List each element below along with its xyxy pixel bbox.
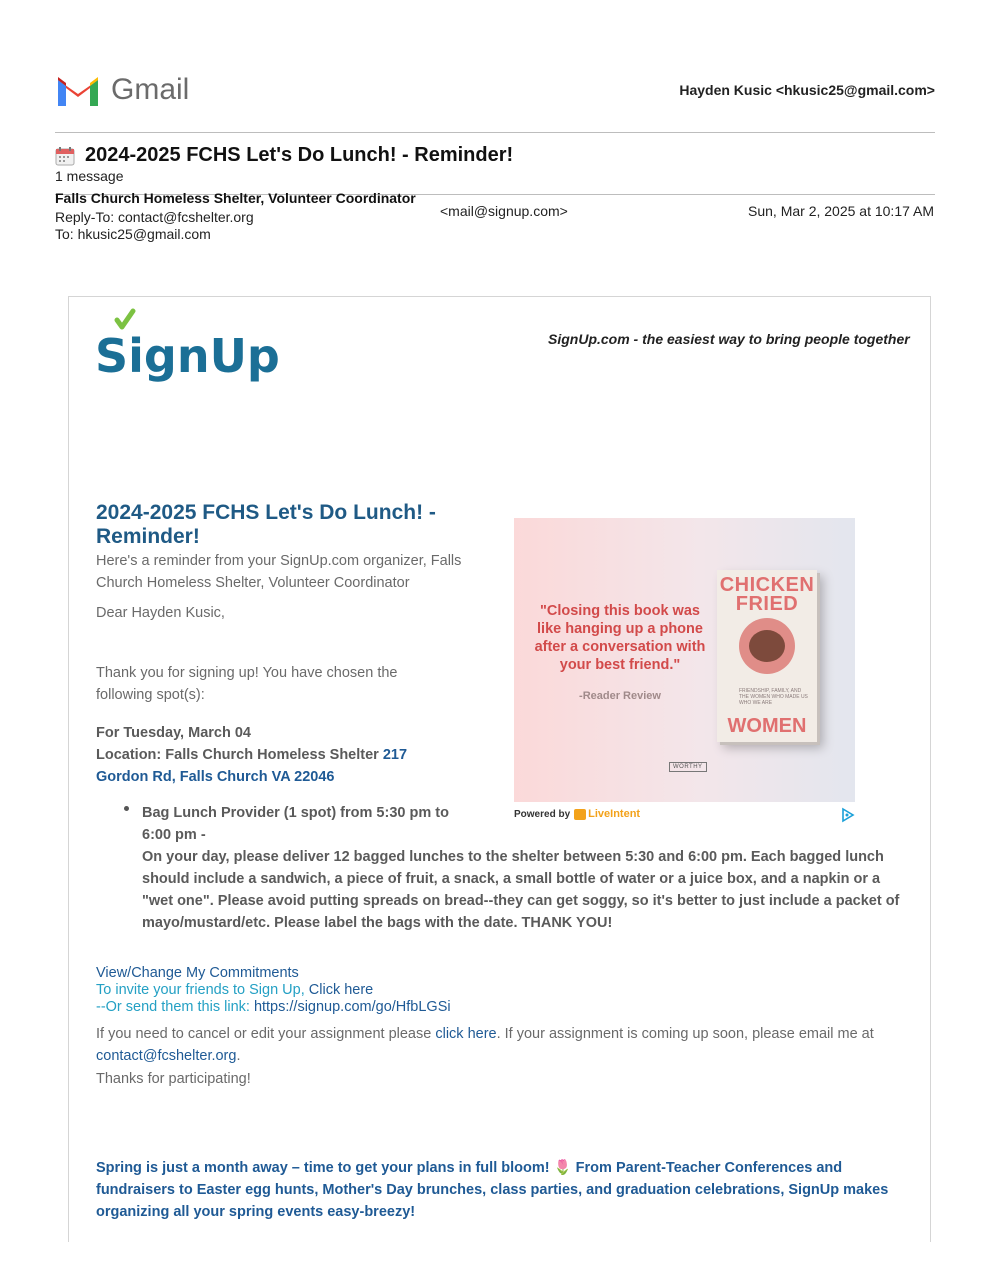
signup-logo-text: SignUp xyxy=(95,329,280,383)
gmail-wordmark: Gmail xyxy=(111,73,190,106)
book-subtitle: FRIENDSHIP, FAMILY, AND THE WOMEN WHO MADE US WHO WE ARE xyxy=(739,688,808,706)
view-commitments-link[interactable]: View/Change My Commitments xyxy=(96,965,299,981)
email-title: 2024-2025 FCHS Let's Do Lunch! - Reminder! xyxy=(96,501,436,548)
invite-link[interactable]: Click here xyxy=(308,982,374,998)
book-title-bottom: WOMEN xyxy=(727,715,807,737)
invite-text: To invite your friends to Sign Up, xyxy=(96,982,309,998)
spot-details: On your day, please deliver 12 bagged lunches to the shelter between 5:30 and 6:00 pm. Each bagged lunch should include a sandwich, a piece of fruit, a snack, a small bottle of water or a juice box, and a napkin or a "wet one". Please avoid putting spreads on bread--they can get soggy, so it's better to just include a packet of mayo/mustard/etc. Please label the bags with the date. THANK YOU! xyxy=(142,849,900,931)
publisher-mark: WORTHY xyxy=(669,762,707,772)
spring-promo-link[interactable]: Spring is just a month away – time to get your plans in full bloom! 🌷 From Parent-Teacher Conferences and fundraisers to Easter egg hunts, Mother's Day brunches, class parties, and graduation celebrations, SignUp makes organizing all your spring events easy-breezy! xyxy=(96,1160,889,1220)
reply-to: Reply-To: contact@fcshelter.org xyxy=(55,209,254,225)
organizer-intro: Here's a reminder from your SignUp.com organizer, Falls Church Homeless Shelter, Volunteer Coordinator xyxy=(96,553,462,591)
liveintent-name: LiveIntent xyxy=(588,808,641,820)
invite-line xyxy=(96,982,373,998)
greeting: Dear Hayden Kusic, xyxy=(96,605,225,621)
message-date: Sun, Mar 2, 2025 at 10:17 AM xyxy=(748,203,935,219)
cancel-link[interactable]: click here xyxy=(435,1026,497,1042)
closing-text: Thanks for participating! xyxy=(96,1071,251,1087)
powered-by-label: Powered by xyxy=(514,808,571,820)
book-title-top: CHICKEN FRIED xyxy=(719,574,815,615)
spot-day: For Tuesday, March 04 xyxy=(96,725,251,741)
spot-location xyxy=(96,744,456,788)
ad-review: -Reader Review xyxy=(579,690,661,702)
liveintent-icon xyxy=(574,809,586,820)
cancel-paragraph xyxy=(96,1023,906,1067)
gmail-logo xyxy=(55,70,200,110)
cancel-text-2: . If your assignment is coming up soon, please email me at xyxy=(496,1026,874,1042)
location-label: Location: Falls Church Homeless Shelter xyxy=(96,747,383,763)
advertisement[interactable] xyxy=(514,518,855,802)
signup-logo[interactable] xyxy=(95,310,280,383)
spot-info xyxy=(96,722,456,788)
adchoices-icon[interactable] xyxy=(841,808,855,822)
account-user: Hayden Kusic <hkusic25@gmail.com> xyxy=(679,82,935,98)
thread-subject xyxy=(55,144,513,167)
gmail-m-icon xyxy=(55,72,101,108)
message-count: 1 message xyxy=(55,168,124,184)
share-url-link[interactable]: https://signup.com/go/HfbLGSi xyxy=(253,999,451,1015)
thanks-text: Thank you for signing up! You have chosen the following spot(s): xyxy=(96,665,398,703)
sender-email: <mail@signup.com> xyxy=(440,203,568,219)
book-cover xyxy=(717,570,817,742)
subject-text: 2024-2025 FCHS Let's Do Lunch! - Reminder! xyxy=(85,144,514,166)
share-text: --Or send them this link: xyxy=(96,999,254,1015)
share-line xyxy=(96,999,451,1015)
recipient: To: hkusic25@gmail.com xyxy=(55,226,211,242)
spot-title: Bag Lunch Provider (1 spot) from 5:30 pm to 6:00 pm - xyxy=(142,805,449,843)
book-illustration xyxy=(739,618,795,674)
address-link[interactable]: 217 Gordon Rd, Falls Church VA 22046 xyxy=(96,747,408,785)
ad-attribution[interactable] xyxy=(514,808,640,820)
contact-email-link[interactable]: contact@fcshelter.org xyxy=(96,1048,237,1064)
cancel-text: If you need to cancel or edit your assignment please xyxy=(96,1026,436,1042)
divider xyxy=(55,132,935,133)
calendar-icon xyxy=(55,146,75,166)
ad-quote: "Closing this book was like hanging up a phone after a conversation with your best friend." xyxy=(534,603,706,673)
cancel-end: . xyxy=(236,1048,241,1064)
bullet xyxy=(124,806,129,811)
signup-tagline: SignUp.com - the easiest way to bring people together xyxy=(548,331,910,347)
sender-name: Falls Church Homeless Shelter, Volunteer Coordinator xyxy=(55,190,416,206)
